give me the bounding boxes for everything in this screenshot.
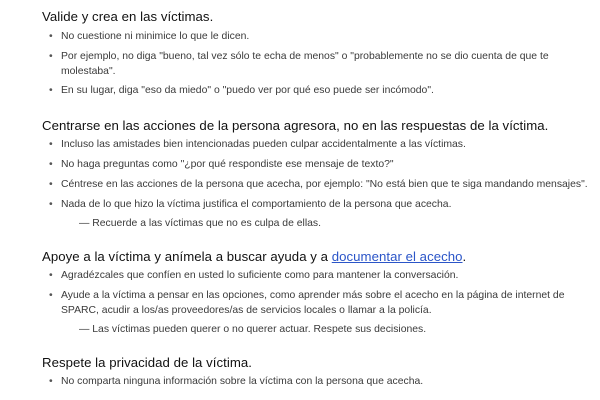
list-item: • No cuestione ni minimice lo que le dicen. — [42, 30, 592, 45]
bullet-list — [42, 375, 592, 390]
section-support-victim — [42, 247, 592, 337]
list-item: • Ayude a la víctima a pensar en las opciones, como aprender más sobre el acecho en la página de internet de SPARC, acudir a los/as proveedores/as de servicios locales o llamar a la policía. — [42, 289, 592, 319]
heading-text: Apoye a la víctima y anímela a buscar ayuda y a — [42, 249, 332, 265]
bullet-list — [42, 138, 592, 212]
section-privacy — [42, 353, 592, 390]
list-item: • Céntrese en las acciones de la persona que acecha, por ejemplo: "No está bien que te siga mandando mensajes". — [42, 178, 592, 193]
list-item: • Incluso las amistades bien intencionadas pueden culpar accidentalmente a las víctimas. — [42, 138, 592, 153]
list-item: • No haga preguntas como "¿por qué respondiste ese mensaje de texto?" — [42, 158, 592, 173]
section-focus-aggressor — [42, 116, 592, 232]
list-item: • En su lugar, diga "eso da miedo" o "puedo ver por qué eso puede ser incómodo". — [42, 84, 592, 99]
section-validate — [42, 7, 592, 99]
section-heading: Respete la privacidad de la víctima. — [42, 355, 252, 371]
section-heading — [42, 247, 592, 266]
list-item: • No comparta ninguna información sobre la víctima con la persona que acecha. — [42, 375, 592, 390]
sub-note: — Las víctimas pueden querer o no querer actuar. Respete sus decisiones. — [79, 323, 427, 335]
list-item: • Agradézcales que confíen en usted lo suficiente como para mantener la conversación. — [42, 269, 592, 284]
list-item: • Nada de lo que hizo la víctima justifica el comportamiento de la persona que acecha. — [42, 198, 592, 213]
heading-suffix: . — [462, 249, 467, 265]
list-item: • Por ejemplo, no diga "bueno, tal vez sólo te echa de menos" o "probablemente no se dio cuenta de que te molestaba". — [42, 50, 592, 80]
section-heading: Valide y crea en las víctimas. — [42, 9, 214, 24]
bullet-list — [42, 269, 592, 318]
documentar-acecho-link[interactable]: documentar el acecho — [331, 249, 463, 265]
bullet-list — [42, 30, 592, 99]
section-heading: Centrarse en las acciones de la persona agresora, no en las respuestas de la víctima. — [42, 118, 549, 134]
document-content — [42, 7, 592, 390]
sub-note: — Recuerde a las víctimas que no es culpa de ellas. — [79, 218, 321, 230]
